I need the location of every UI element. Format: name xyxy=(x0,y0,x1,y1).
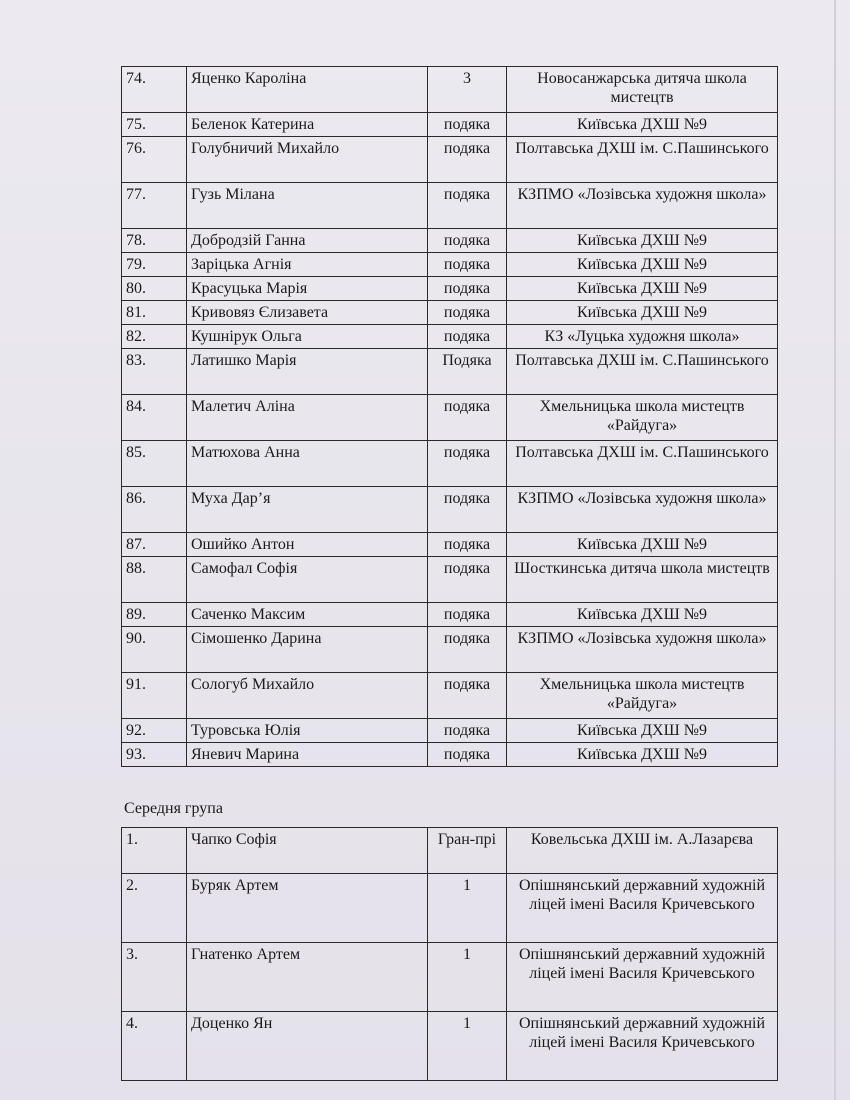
table-row xyxy=(122,301,778,325)
results-table-middle xyxy=(121,827,778,1081)
participant-name: Матюхова Анна xyxy=(187,441,428,487)
row-number: 83. xyxy=(122,349,187,395)
participant-name: Самофал Софія xyxy=(187,557,428,603)
table-row xyxy=(122,603,778,627)
school-name: Полтавська ДХШ ім. С.Пашинського xyxy=(507,349,778,395)
table-row xyxy=(122,1012,778,1081)
table-row xyxy=(122,137,778,183)
results-table-junior xyxy=(121,66,778,767)
table-row xyxy=(122,183,778,229)
school-name: Київська ДХШ №9 xyxy=(507,253,778,277)
school-name: Київська ДХШ №9 xyxy=(507,113,778,137)
participant-name: Кривовяз Єлизавета xyxy=(187,301,428,325)
row-number: 2. xyxy=(122,874,187,943)
participant-name: Чапко Софія xyxy=(187,828,428,874)
row-number: 78. xyxy=(122,229,187,253)
award: подяка xyxy=(428,183,507,229)
participant-name: Яневич Марина xyxy=(187,743,428,767)
section-title: Середня група xyxy=(124,800,223,817)
row-number: 77. xyxy=(122,183,187,229)
school-name: Полтавська ДХШ ім. С.Пашинського xyxy=(507,137,778,183)
table-row xyxy=(122,719,778,743)
table-row xyxy=(122,113,778,137)
table-row xyxy=(122,828,778,874)
participant-name: Муха Дар’я xyxy=(187,487,428,533)
school-name: Київська ДХШ №9 xyxy=(507,603,778,627)
award: подяка xyxy=(428,441,507,487)
award: 1 xyxy=(428,1012,507,1081)
award: подяка xyxy=(428,557,507,603)
award: подяка xyxy=(428,487,507,533)
row-number: 92. xyxy=(122,719,187,743)
page-edge xyxy=(834,0,836,1100)
school-name: КЗ «Луцька художня школа» xyxy=(507,325,778,349)
row-number: 85. xyxy=(122,441,187,487)
award: Подяка xyxy=(428,349,507,395)
row-number: 79. xyxy=(122,253,187,277)
table-row xyxy=(122,441,778,487)
participant-name: Гнатенко Артем xyxy=(187,943,428,1012)
row-number: 4. xyxy=(122,1012,187,1081)
row-number: 89. xyxy=(122,603,187,627)
table-row xyxy=(122,874,778,943)
table-row xyxy=(122,67,778,113)
table-row xyxy=(122,229,778,253)
participant-name: Заріцька Агнія xyxy=(187,253,428,277)
participant-name: Туровська Юлія xyxy=(187,719,428,743)
participant-name: Буряк Артем xyxy=(187,874,428,943)
school-name: Новосанжарська дитяча школа мистецтв xyxy=(507,67,778,113)
table-row xyxy=(122,533,778,557)
school-name: Київська ДХШ №9 xyxy=(507,719,778,743)
row-number: 1. xyxy=(122,828,187,874)
participant-name: Сімошенко Дарина xyxy=(187,627,428,673)
award: 3 xyxy=(428,67,507,113)
participant-name: Яценко Кароліна xyxy=(187,67,428,113)
row-number: 86. xyxy=(122,487,187,533)
award: подяка xyxy=(428,253,507,277)
participant-name: Саченко Максим xyxy=(187,603,428,627)
award: подяка xyxy=(428,277,507,301)
row-number: 74. xyxy=(122,67,187,113)
award: подяка xyxy=(428,137,507,183)
award: подяка xyxy=(428,627,507,673)
award: подяка xyxy=(428,395,507,441)
table-row xyxy=(122,673,778,719)
award: 1 xyxy=(428,943,507,1012)
row-number: 82. xyxy=(122,325,187,349)
award: подяка xyxy=(428,719,507,743)
school-name: Київська ДХШ №9 xyxy=(507,229,778,253)
row-number: 80. xyxy=(122,277,187,301)
award: подяка xyxy=(428,229,507,253)
participant-name: Добродзій Ганна xyxy=(187,229,428,253)
award: подяка xyxy=(428,603,507,627)
participant-name: Голубничий Михайло xyxy=(187,137,428,183)
row-number: 3. xyxy=(122,943,187,1012)
participant-name: Беленок Катерина xyxy=(187,113,428,137)
row-number: 75. xyxy=(122,113,187,137)
school-name: Київська ДХШ №9 xyxy=(507,743,778,767)
table-row xyxy=(122,253,778,277)
participant-name: Сологуб Михайло xyxy=(187,673,428,719)
table-row xyxy=(122,349,778,395)
table-row xyxy=(122,557,778,603)
school-name: КЗПМО «Лозівська художня школа» xyxy=(507,487,778,533)
row-number: 84. xyxy=(122,395,187,441)
table-row xyxy=(122,743,778,767)
participant-name: Малетич Аліна xyxy=(187,395,428,441)
participant-name: Кушнірук Ольга xyxy=(187,325,428,349)
school-name: Опішнянський державний художній ліцей імені Василя Кричевського xyxy=(507,874,778,943)
award: Гран-прі xyxy=(428,828,507,874)
row-number: 76. xyxy=(122,137,187,183)
table-row xyxy=(122,277,778,301)
school-name: Київська ДХШ №9 xyxy=(507,277,778,301)
participant-name: Латишко Марія xyxy=(187,349,428,395)
award: подяка xyxy=(428,113,507,137)
row-number: 93. xyxy=(122,743,187,767)
school-name: Київська ДХШ №9 xyxy=(507,301,778,325)
award: подяка xyxy=(428,743,507,767)
table-row xyxy=(122,627,778,673)
award: подяка xyxy=(428,325,507,349)
row-number: 87. xyxy=(122,533,187,557)
table-row xyxy=(122,395,778,441)
school-name: Опішнянський державний художній ліцей імені Василя Кричевського xyxy=(507,1012,778,1081)
award: подяка xyxy=(428,301,507,325)
school-name: КЗПМО «Лозівська художня школа» xyxy=(507,627,778,673)
award: 1 xyxy=(428,874,507,943)
school-name: Полтавська ДХШ ім. С.Пашинського xyxy=(507,441,778,487)
school-name: Хмельницька школа мистецтв «Райдуга» xyxy=(507,673,778,719)
award: подяка xyxy=(428,673,507,719)
participant-name: Красуцька Марія xyxy=(187,277,428,301)
school-name: Шосткинська дитяча школа мистецтв xyxy=(507,557,778,603)
table-row xyxy=(122,487,778,533)
row-number: 91. xyxy=(122,673,187,719)
school-name: Ковельська ДХШ ім. А.Лазарєва xyxy=(507,828,778,874)
participant-name: Гузь Мілана xyxy=(187,183,428,229)
school-name: Київська ДХШ №9 xyxy=(507,533,778,557)
school-name: Опішнянський державний художній ліцей імені Василя Кричевського xyxy=(507,943,778,1012)
table-row xyxy=(122,943,778,1012)
award: подяка xyxy=(428,533,507,557)
row-number: 88. xyxy=(122,557,187,603)
school-name: КЗПМО «Лозівська художня школа» xyxy=(507,183,778,229)
row-number: 90. xyxy=(122,627,187,673)
table-row xyxy=(122,325,778,349)
row-number: 81. xyxy=(122,301,187,325)
participant-name: Ошийко Антон xyxy=(187,533,428,557)
school-name: Хмельницька школа мистецтв «Райдуга» xyxy=(507,395,778,441)
participant-name: Доценко Ян xyxy=(187,1012,428,1081)
